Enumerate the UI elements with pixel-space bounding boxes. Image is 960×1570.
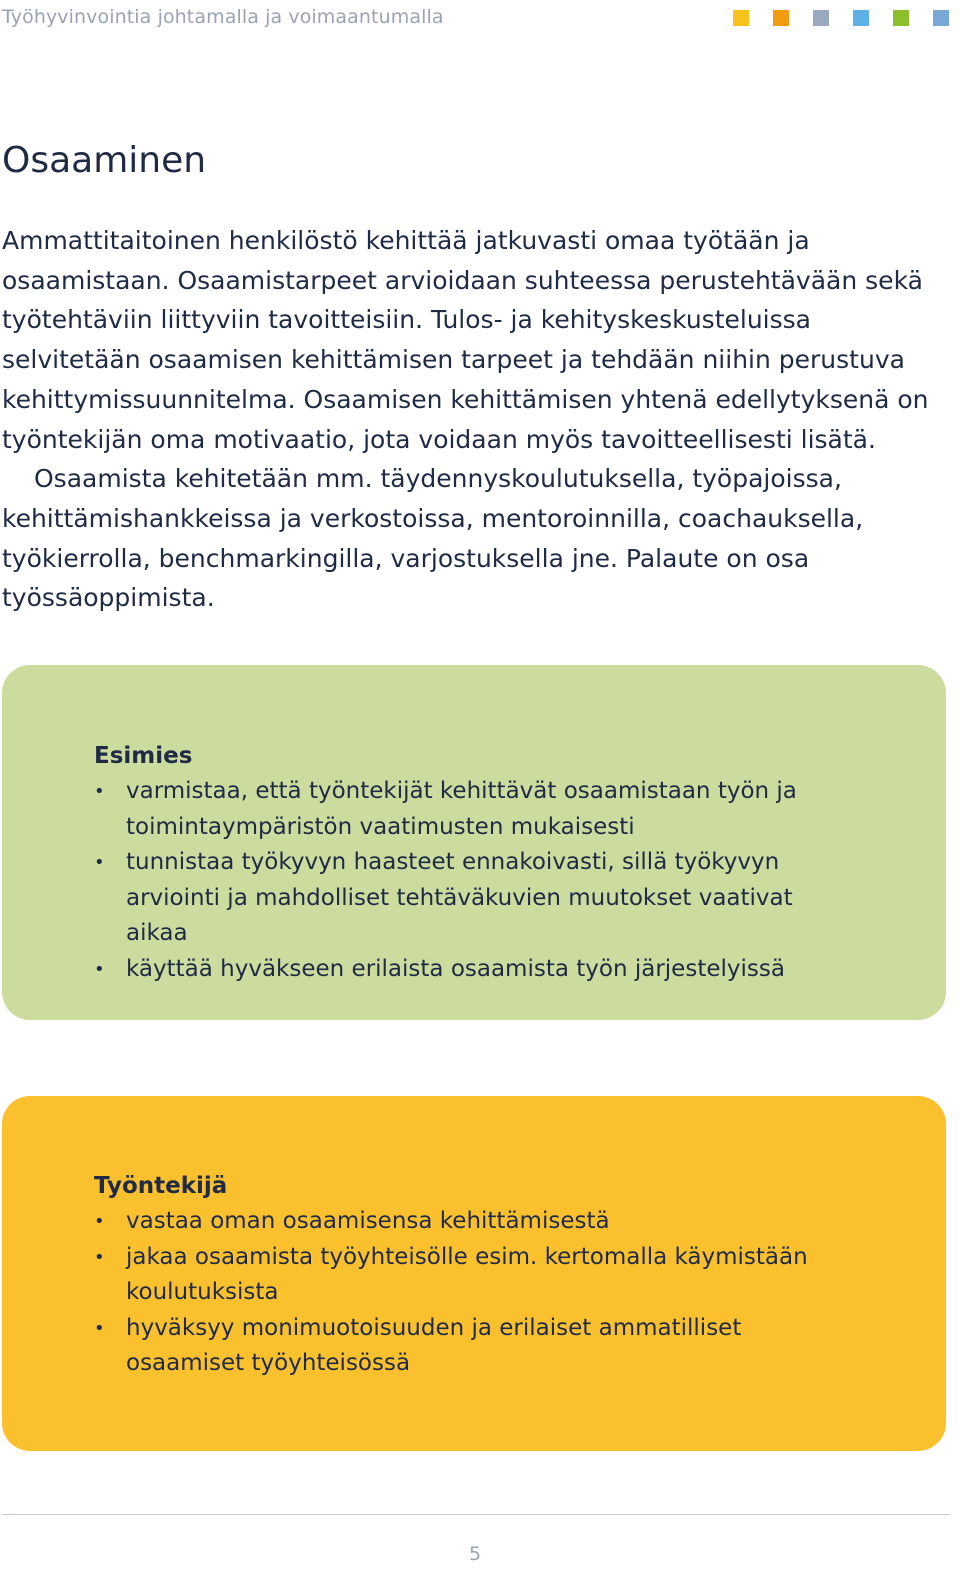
list-item: • vastaa oman osaamisensa kehittämisestä [94, 1204, 854, 1240]
color-square-yellow [733, 10, 749, 26]
tyontekija-box [2, 1096, 946, 1451]
list-item: • varmistaa, että työntekijät kehittävät osaamistaan työn ja toimintaympäristön vaatimusten mukaisesti [94, 774, 854, 845]
list-item: • käyttää hyväkseen erilaista osaamista työn järjestelyissä [94, 952, 854, 988]
list-item: • tunnistaa työkyvyn haasteet ennakoivasti, sillä työkyvyn arviointi ja mahdolliset tehtäväkuvien muutokset vaativat aikaa [94, 845, 854, 952]
color-square-orange [773, 10, 789, 26]
esimies-box [2, 665, 946, 1020]
color-square-light-blue [853, 10, 869, 26]
esimies-heading: Esimies [94, 743, 193, 769]
intro-text [2, 221, 952, 618]
color-squares [733, 10, 949, 26]
page-title: Osaaminen [2, 140, 207, 181]
tyontekija-list [94, 1204, 854, 1382]
color-square-green [893, 10, 909, 26]
color-square-steel-blue [933, 10, 949, 26]
tyontekija-heading: Työntekijä [94, 1173, 228, 1199]
esimies-box-content [94, 739, 854, 988]
page-number: 5 [468, 1543, 482, 1565]
esimies-list [94, 774, 854, 988]
list-item: • hyväksyy monimuotoisuuden ja erilaiset ammatilliset osaamiset työyhteisössä [94, 1311, 854, 1382]
tyontekija-box-content [94, 1169, 854, 1382]
paragraph: Ammattitaitoinen henkilöstö kehittää jatkuvasti omaa työtään ja osaamistaan. Osaamistarpeet arvioidaan suhteessa perustehtävään sekä työtehtäviin liittyviin tavoitteisiin. Tulos- ja kehityskeskusteluissa selvitetään osaamisen kehittämisen tarpeet ja tehdään niihin perustuva kehittymissuunnitelma. Osaamisen kehittämisen yhtenä edellytyksenä on työntekijän oma motivaatio, jota voidaan myös tavoitteellisesti lisätä. [2, 226, 929, 454]
running-header: Työhyvinvointia johtamalla ja voimaantumalla [2, 6, 444, 28]
list-item: • jakaa osaamista työyhteisölle esim. kertomalla käymistään koulutuksista [94, 1240, 854, 1311]
footer-divider [2, 1514, 950, 1515]
color-square-gray-blue [813, 10, 829, 26]
paragraph: Osaamista kehitetään mm. täydennyskoulutuksella, työpajoissa, kehittämishankkeissa ja verkostoissa, mentoroinnilla, coachauksella, työkierrolla, benchmarkingilla, varjostuksella jne. Palaute on osa työssäoppimista. [2, 464, 864, 613]
